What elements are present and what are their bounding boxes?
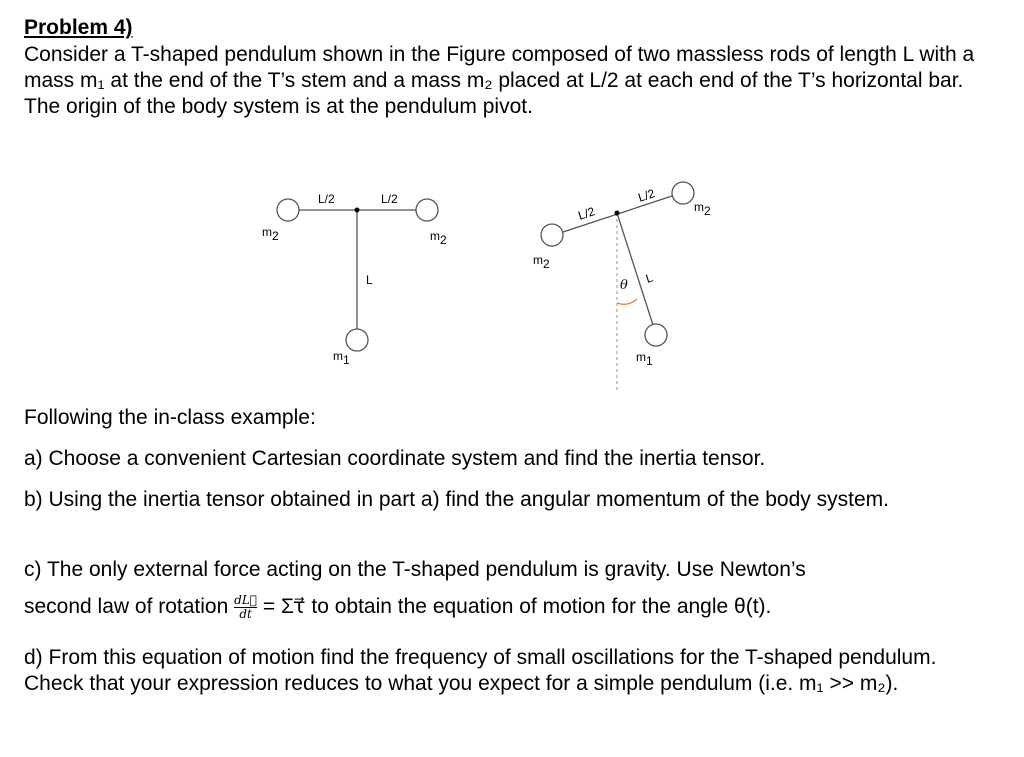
part-c-text: second law of rotation — [24, 595, 229, 618]
label-m2-right: m2 — [694, 200, 711, 218]
problem-title: Problem 4) — [24, 16, 133, 39]
part-b: b) Using the inertia tensor obtained in part a) find the angular momentum of the body system. — [24, 488, 889, 511]
mass-m1 — [346, 329, 368, 351]
label-m1: m1 — [333, 349, 350, 367]
label-half-left: L/2 — [318, 192, 335, 206]
pivot — [615, 211, 620, 216]
label-length: L — [644, 270, 655, 286]
mass-m2-left — [277, 199, 299, 221]
mass-m2-right — [672, 182, 694, 204]
pivot — [355, 208, 360, 213]
dL-dt-fraction: $\frac{dL⃗}{dt}$ — [234, 592, 257, 621]
label-theta: θ — [620, 278, 628, 293]
label-half-right: L/2 — [381, 192, 398, 206]
label-m1: m1 — [636, 350, 653, 368]
label-m2-right: m2 — [430, 229, 447, 247]
upright-pendulum — [277, 199, 438, 351]
problem-intro: Consider a T-shaped pendulum shown in the Figure composed of two massless rods of length L with a mass m₁ at the end of the T’s stem and a mass m₂ placed at L/2 at each end of the T’s horizontal bar. The origin of the body system is at the pendulum pivot. — [24, 43, 975, 118]
label-half-left: L/2 — [576, 204, 597, 223]
theta-arc — [617, 299, 637, 304]
part-d: d) From this equation of motion find the frequency of small oscillations for the T-shaped pendulum. Check that your expression reduces to what you expect for a simple pendulum (i.e. m₁ >> m₂). — [24, 646, 937, 695]
mass-m2-right — [416, 199, 438, 221]
part-c-line1: c) The only external force acting on the T-shaped pendulum is gravity. Use Newton’s — [24, 558, 806, 581]
part-c-line2 — [24, 590, 771, 624]
displaced-pendulum — [533, 182, 711, 393]
label-length: L — [366, 273, 373, 287]
part-c-text-end: = Στ⃗ to obtain the equation of motion for the angle θ(t). — [262, 595, 772, 618]
part-a: a) Choose a convenient Cartesian coordinate system and find the inertia tensor. — [24, 447, 766, 470]
mass-m2-left — [541, 224, 563, 246]
label-m2-left: m2 — [262, 225, 279, 243]
label-half-right: L/2 — [636, 186, 657, 205]
lead-text: Following the in-class example: — [24, 406, 316, 429]
label-m2-left: m2 — [533, 253, 550, 271]
mass-m1 — [645, 324, 667, 346]
